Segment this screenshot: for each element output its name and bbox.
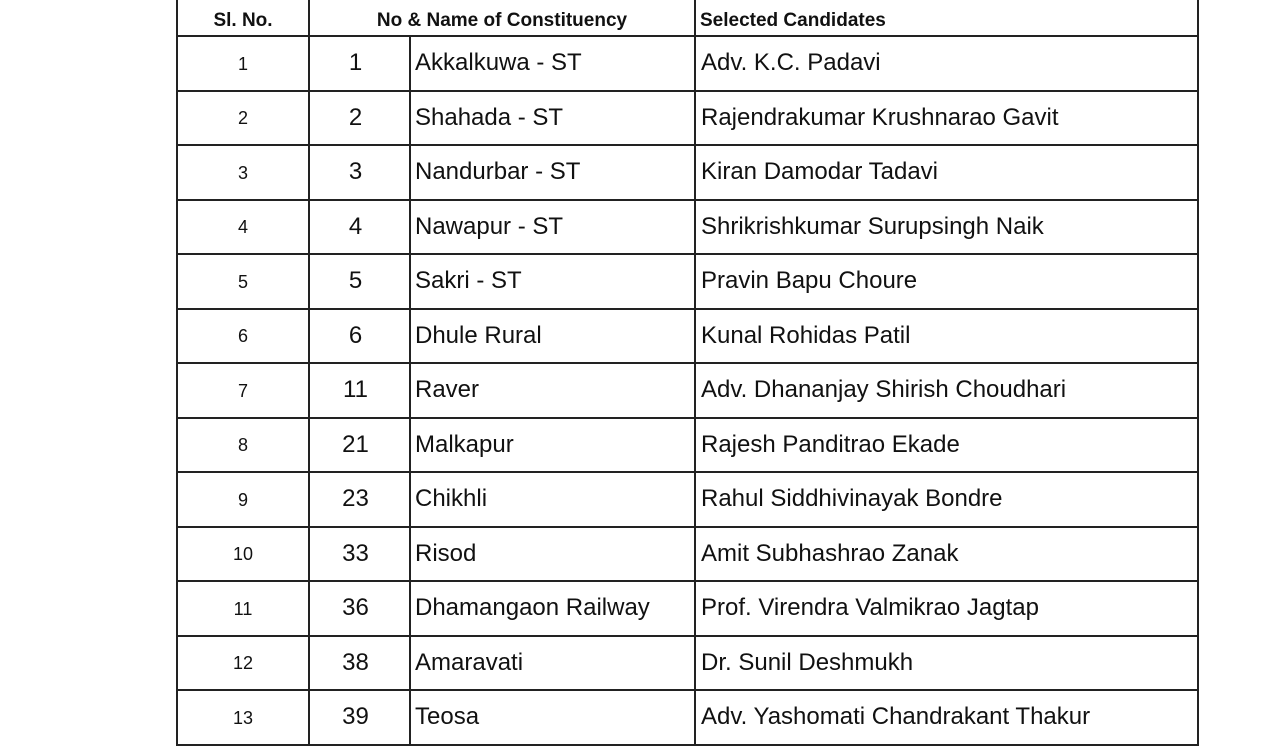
constituency-number-cell: 5 xyxy=(309,254,410,309)
constituency-number-cell: 33 xyxy=(309,527,410,582)
constituency-name-cell: Amaravati xyxy=(410,636,695,691)
constituency-number-cell: 2 xyxy=(309,91,410,146)
table-row xyxy=(177,309,1198,364)
constituency-name-cell: Teosa xyxy=(410,690,695,745)
constituency-number-cell: 3 xyxy=(309,145,410,200)
constituency-number-cell: 1 xyxy=(309,36,410,91)
table-row xyxy=(177,581,1198,636)
candidate-name-cell: Rajendrakumar Krushnarao Gavit xyxy=(695,91,1198,146)
sl-no-cell: 10 xyxy=(177,527,309,582)
candidate-name-cell: Shrikrishkumar Surupsingh Naik xyxy=(695,200,1198,255)
candidate-name-cell: Prof. Virendra Valmikrao Jagtap xyxy=(695,581,1198,636)
constituency-name-cell: Malkapur xyxy=(410,418,695,473)
constituency-name-cell: Raver xyxy=(410,363,695,418)
sl-no-cell: 13 xyxy=(177,690,309,745)
header-sl-no: Sl. No. xyxy=(177,0,309,36)
constituency-name-cell: Nandurbar - ST xyxy=(410,145,695,200)
constituency-number-cell: 11 xyxy=(309,363,410,418)
constituency-number-cell: 4 xyxy=(309,200,410,255)
constituency-name-cell: Risod xyxy=(410,527,695,582)
table-row xyxy=(177,636,1198,691)
table-row xyxy=(177,145,1198,200)
table-row xyxy=(177,527,1198,582)
candidate-name-cell: Rahul Siddhivinayak Bondre xyxy=(695,472,1198,527)
candidate-name-cell: Adv. K.C. Padavi xyxy=(695,36,1198,91)
constituency-number-cell: 38 xyxy=(309,636,410,691)
table-row xyxy=(177,91,1198,146)
sl-no-cell: 1 xyxy=(177,36,309,91)
constituency-number-cell: 36 xyxy=(309,581,410,636)
candidate-name-cell: Rajesh Panditrao Ekade xyxy=(695,418,1198,473)
candidate-name-cell: Amit Subhashrao Zanak xyxy=(695,527,1198,582)
header-selected-candidates: Selected Candidates xyxy=(695,0,1198,36)
candidate-name-cell: Adv. Dhananjay Shirish Choudhari xyxy=(695,363,1198,418)
table-row xyxy=(177,36,1198,91)
candidate-name-cell: Kiran Damodar Tadavi xyxy=(695,145,1198,200)
table-row xyxy=(177,254,1198,309)
candidate-name-cell: Pravin Bapu Choure xyxy=(695,254,1198,309)
sl-no-cell: 4 xyxy=(177,200,309,255)
table-row xyxy=(177,690,1198,745)
sl-no-cell: 2 xyxy=(177,91,309,146)
constituency-name-cell: Sakri - ST xyxy=(410,254,695,309)
sl-no-cell: 7 xyxy=(177,363,309,418)
sl-no-cell: 12 xyxy=(177,636,309,691)
table-row xyxy=(177,472,1198,527)
constituency-number-cell: 39 xyxy=(309,690,410,745)
header-constituency: No & Name of Constituency xyxy=(309,0,695,36)
sl-no-cell: 5 xyxy=(177,254,309,309)
constituency-name-cell: Chikhli xyxy=(410,472,695,527)
sl-no-cell: 8 xyxy=(177,418,309,473)
table-row xyxy=(177,200,1198,255)
candidates-table xyxy=(176,0,1199,746)
sl-no-cell: 3 xyxy=(177,145,309,200)
sl-no-cell: 9 xyxy=(177,472,309,527)
candidate-name-cell: Kunal Rohidas Patil xyxy=(695,309,1198,364)
table-row xyxy=(177,363,1198,418)
candidate-name-cell: Adv. Yashomati Chandrakant Thakur xyxy=(695,690,1198,745)
constituency-name-cell: Akkalkuwa - ST xyxy=(410,36,695,91)
constituency-name-cell: Dhule Rural xyxy=(410,309,695,364)
candidate-name-cell: Dr. Sunil Deshmukh xyxy=(695,636,1198,691)
table-row xyxy=(177,418,1198,473)
sl-no-cell: 11 xyxy=(177,581,309,636)
sl-no-cell: 6 xyxy=(177,309,309,364)
constituency-number-cell: 6 xyxy=(309,309,410,364)
constituency-name-cell: Nawapur - ST xyxy=(410,200,695,255)
table-header-row xyxy=(177,0,1198,36)
constituency-name-cell: Dhamangaon Railway xyxy=(410,581,695,636)
constituency-name-cell: Shahada - ST xyxy=(410,91,695,146)
constituency-number-cell: 23 xyxy=(309,472,410,527)
constituency-number-cell: 21 xyxy=(309,418,410,473)
